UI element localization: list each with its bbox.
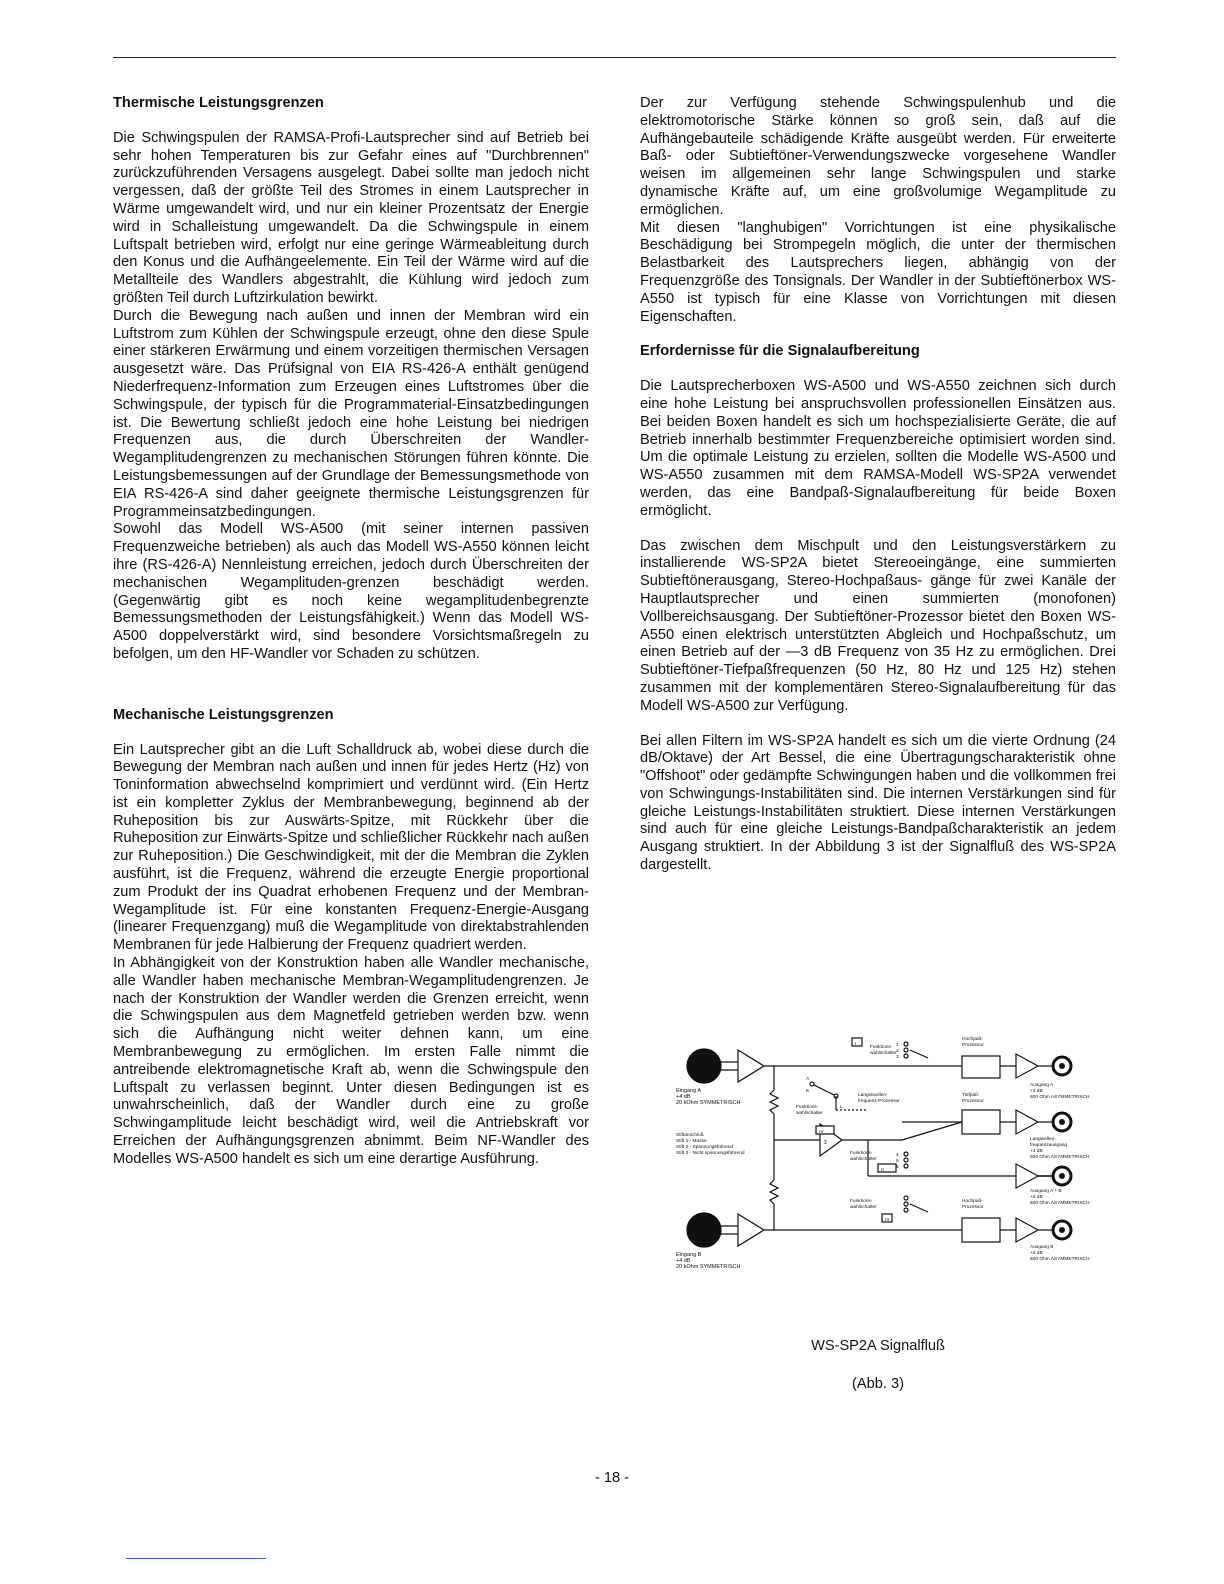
diagram-label: frequenzausgang [1030, 1143, 1068, 1148]
output-amp-b [1016, 1218, 1038, 1242]
heading-signal-processing: Erfordernisse für die Signalaufbereitung [640, 343, 920, 360]
diagram-label: 600 Ohm ASYMMETRISCH [1030, 1155, 1090, 1160]
diagram-label: 3 [896, 1055, 899, 1060]
diagram-label: Funktions- [870, 1045, 893, 1050]
paragraph: Der zur Verfügung stehende Schwingspulenhub und die elektromotorische Stärke können so groß sein, daß auf die Aufhängebauteile schädigende Kräfte ausgeübt werden. Für erweiterte Baß- oder Subtieftöner-Verwendungszwecke vorgesehene Wandler weisen im allgemeinen sehr lange Schwingspulen und starke dynamische Kräfte auf, um eine großvolumige Wegamplitude zu ermöglichen. [640, 95, 1116, 218]
lowpass-processor [962, 1110, 1000, 1134]
diagram-label: Prozessor [962, 1043, 984, 1048]
diagram-label: 600 Ohm ASYMMETRISCH [1030, 1201, 1090, 1206]
switch-a-k [812, 1084, 836, 1096]
diagram-label: IV [819, 1130, 824, 1135]
paragraph: Die Lautsprecherboxen WS-A500 und WS-A550 zeichnen sich durch eine hohe Leistung bei anspruchsvollen professionellen Einsätzen aus. Bei beiden Boxen handelt es sich um hochspezialisierte Geräte, die auf Betrieb innerhalb bestimmter Frequenzbereiche optimisiert worden sind. Um die optimale Leistung zu erzielen, sollten die Modelle WS-A500 und WS-A550 zusammen mit dem RAMSA-Modell WS-SP2A verwendet werden, das eine Bandpaß-Signalaufbereitung für beide Boxen ermöglicht. [640, 378, 1116, 519]
diagram-label: Hochpaß- [962, 1199, 984, 1204]
diagram-label: Σ [824, 1140, 828, 1146]
diagram-label: Prozessor [962, 1205, 984, 1210]
diagram-label: Langwellen- [1030, 1137, 1056, 1142]
right-column [640, 95, 1116, 875]
diagram-label: 20 kOhm SYMMETRISCH [676, 1264, 741, 1270]
diagram-label: Hochpaß- [962, 1037, 984, 1042]
heading-thermal-limits: Thermische Leistungsgrenzen [113, 95, 324, 111]
diagram-label: frequenz-Prozessor [858, 1099, 900, 1104]
diagram-label: 600 Ohm ASYMMETRISCH [1030, 1095, 1090, 1100]
diagram-label: +4 dB [1030, 1195, 1043, 1200]
output-amp-ab [1016, 1164, 1038, 1188]
diagram-label: Langstwellen- [858, 1093, 888, 1098]
diagram-label: wahlschalter [850, 1205, 877, 1210]
heading-mechanical-limits: Mechanische Leistungsgrenzen [113, 706, 334, 723]
diagram-label: Stift 2 - Spannungsführend [676, 1145, 734, 1150]
page-number: - 18 - [594, 1470, 630, 1486]
diagram-label: Eingang B [676, 1252, 702, 1258]
highpass-processor-a [962, 1056, 1000, 1078]
diagram-label: 2 [896, 1049, 899, 1054]
figure-number: (Abb. 3) [852, 1376, 904, 1392]
diagram-label: 1 [896, 1043, 899, 1048]
paragraph: In Abhängigkeit von der Konstruktion haben alle Wandler mechanische, alle Wandler haben mechanische Membran-Wegamplitudengrenzen. Je nach der Konstruktion der Wandler werden die Grenzen erreicht, wenn die Schwingspulen aus dem Magnetfeld getrieben werden bzw. wenn sich die Aufhängung nicht weiter dehnen kann, um eine Membranbewegung zu ermöglichen. Im ersten Falle nimmt die antreibende elektromagnetische Kraft ab, wenn die Schwingspule den Luftspalt zu verlassen beginnt. Unter diesen Bedingungen ist es unwahrscheinlich, daß der Wandler durch eine zu große Schwingamplitude leicht beschädigt wird, weil die Antriebskraft vor Erreichen der Aufhängungsgrenzen abnimmt. Beim NF-Wandler des Modelles WS-A500 handelt es sich um eine derartige Ausführung. [113, 955, 589, 1167]
diagram-label: III [885, 1218, 889, 1223]
diagram-label: Funktions- [850, 1199, 873, 1204]
diagram-label: II [881, 1168, 884, 1173]
paragraph: Sowohl das Modell WS-A500 (mit seiner internen passiven Frequenzweiche betrieben) als auch das Modell WS-A550 können leicht ihre (RS-426-A) Nennleistung erreichen, jedoch durch Überschreiten der mechanischen Wegamplituden-grenzen beschädigt werden. (Gegenwärtig gibt es noch keine wegamplitudenbegrenzte Bemessungsmethoden der Leistungsfähigkeit.) Wenn das Modell WS-A500 doppelverstärkt wird, sind besondere Vorsichtsmaßregeln zu befolgen, um den HF-Wandler vor Schaden zu schützen. [113, 521, 589, 662]
diagram-label: wahlschalter [850, 1157, 877, 1162]
diagram-label: Tiefpaß- [962, 1093, 980, 1098]
diagram-label: 6 [896, 1165, 899, 1170]
diagram-label: wahlschalter [796, 1111, 823, 1116]
diagram-label: +4 dB [1030, 1089, 1043, 1094]
output-amp-a [1016, 1054, 1038, 1078]
diagram-label: 5 [896, 1159, 899, 1164]
diagram-label: Prozessor [962, 1099, 984, 1104]
left-column [113, 95, 589, 1169]
diagram-label: Stift 3 - Nicht spannungsführend [676, 1151, 745, 1156]
diagram-label: +4 dB [676, 1094, 691, 1100]
diagram-label: +4 dB [1030, 1149, 1043, 1154]
diagram-label: Ausgang A [1030, 1083, 1054, 1088]
diagram-label: I [855, 1042, 857, 1047]
output-amp-sub [1016, 1110, 1038, 1134]
input-amp-a [738, 1050, 764, 1082]
input-amp-b [738, 1214, 764, 1246]
figure-caption: WS-SP2A Signalfluß [811, 1338, 945, 1354]
diagram-label: Funktions- [796, 1105, 819, 1110]
diagram-label: 600 Ohm ASYMMETRISCH [1030, 1257, 1090, 1262]
diagram-label: Funktions- [850, 1151, 873, 1156]
xlr-input-b-icon [687, 1213, 721, 1247]
diagram-label: Ausgang A + B [1030, 1189, 1062, 1194]
paragraph: Ein Lautsprecher gibt an die Luft Schalldruck ab, wobei diese durch die Bewegung der Membran nach außen und innen für jedes Hertz (Hz) von Toninformation abwechselnd komprimiert und verdünnt wird. (Ein Hertz ist ein kompletter Zyklus der Membranbewegung, beginnend ab der Ruheposition bis zur Auswärts-Spitze, mit Rückkehr über die Ruheposition zur Einwärts-Spitze und schließlicher Rückkehr nach außen zur Ruheposition.) Die Geschwindigkeit, mit der die Membran die Zyklen ausführt, ist die Frequenz, während die erzeugte Energie proportional zum Produkt der ins Quadrat erhobenen Frequenz und der Membran-Wegamplitude ist. Für eine konstanten Frequenz-Energie-Ausgang (linearer Frequenzgang) muß die Wegamplitude von direktabstrahlenden Membranen für jede Halbierung der Frequenz quadriert werden. [113, 741, 589, 954]
diagram-label: K [806, 1089, 810, 1094]
diagram-label: wahlschalter [870, 1051, 897, 1056]
diagram-label: Stiftanschluß [676, 1133, 704, 1138]
footer-rule [126, 1558, 266, 1559]
diagram-label: L [840, 1105, 843, 1110]
diagram-label: Stift 1 - Masse [676, 1139, 707, 1144]
diagram-label: Ausgang B [1030, 1245, 1054, 1250]
diagram-label: A [806, 1077, 810, 1082]
highpass-processor-b [962, 1218, 1000, 1242]
header-rule [113, 57, 1116, 58]
diagram-label: +4 dB [676, 1258, 691, 1264]
diagram-label: +4 dB [1030, 1251, 1043, 1256]
paragraph: Die Schwingspulen der RAMSA-Profi-Lautsprecher sind auf Betrieb bei sehr hohen Temperaturen bis zur Gefahr eines auf "Durchbrennen" zurückzuführenden Versagens ausgelegt. Dabei sollte man jedoch nicht vergessen, daß der größte Teil des Stromes in einem Lautsprecher in Wärme umgewandelt wird, und nur ein kleiner Prozentsatz der Energie wird in Schalleistung umgewandelt. Da die Schwingspule in einem Luftspalt betrieben wird, erfolgt nur eine geringe Wärmeableitung durch den Konus und die Aufhängeelemente. Ein Teil der Wärme wird auf die Metallteile des Wandlers abgestrahlt, die Kühlung wird jedoch zum größten Teil durch Luftzirkulation bewirkt. [113, 129, 589, 306]
paragraph: Das zwischen dem Mischpult und den Leistungsverstärkern zu installierende WS-SP2A bietet Stereoeingänge, eine summierten Subtieftönerausgang, Stereo-Hochpaßaus- gänge für zwei Kanäle der Hauptlautsprecher und einen summierten (monofonen) Vollbereichsausgang. Der Subtieftöner-Prozessor bietet den Boxen WS-A550 einen elektrisch unterstützten Abgleich und Hochpaßschutz, um einen Betrieb auf der —3 dB Frequenz von 35 Hz zu ermöglichen. Drei Subtieftöner-Tiefpaßfrequenzen (50 Hz, 80 Hz und 125 Hz) stehen zusammen mit der komplementären Stereo-Signalaufbereitung für das Modell WS-A500 zur Verfügung. [640, 537, 1116, 714]
paragraph: Durch die Bewegung nach außen und innen der Membran wird ein Luftstrom zum Kühlen der Schwingspule erzeugt, ohne den diese Spule einer stärkeren Erwärmung und einem vorzeitigen thermischen Versagen ausgesetzt wäre. Das Prüfsignal von EIA RS-426-A enthält genügend Niederfrequenz-Information zum Erzeugen eines Luftstromes über die Schwingspule, der typisch für die Programmaterial-Einsatzbedingungen ist. Die Bewertung schließt jedoch eine hohe Leistung bei niedrigen Frequenzen aus, die durch Überschreiten der Wandler-Wegamplitudengrenzen zu mechanischen Störungen führen könnte. Die Leistungsbemessungen auf der Grundlage der Bemessungsmethode von EIA RS-426-A sind daher geeignete thermische Leistungsgrenzen für Programmeinsatzbedingungen. [113, 307, 589, 520]
diagram-label: 4 [896, 1153, 899, 1158]
paragraph: Bei allen Filtern im WS-SP2A handelt es sich um die vierte Ordnung (24 dB/Oktave) der Art Bessel, die eine Übertragungscharakteristik ohne "Offshoot" oder gedämpfte Schwingungen haben und die vollkommen frei von Schwingungs-Instabilitäten sind. Die internen Verstärkungen sind für gleiche Leistungs-Instabilitäten struktiert. Diese internen Verstärkungen sind auch für eine gleiche Leistungs-Bandpaßcharakteristik an jedem Ausgang struktiert. In der Abbildung 3 ist der Signalfluß des WS-SP2A dargestellt. [640, 732, 1116, 874]
diagram-label: Eingang A [676, 1088, 702, 1094]
signal-flow-diagram [672, 1030, 1120, 1270]
diagram-label: 20 kOhm SYMMETRISCH [676, 1100, 741, 1106]
xlr-input-a-icon [687, 1049, 721, 1083]
paragraph: Mit diesen "langhubigen" Vorrichtungen ist eine physikalische Beschädigung bei Strompegeln möglich, die unter der thermischen Belastbarkeit des Lautsprechers liegen, abhängig von der Frequenzgröße des Tonsignals. Der Wandler in der Subtieftönerbox WS-A550 ist typisch für eine Klasse von Vorrichtungen mit diesen Eigenschaften. [640, 219, 1116, 325]
